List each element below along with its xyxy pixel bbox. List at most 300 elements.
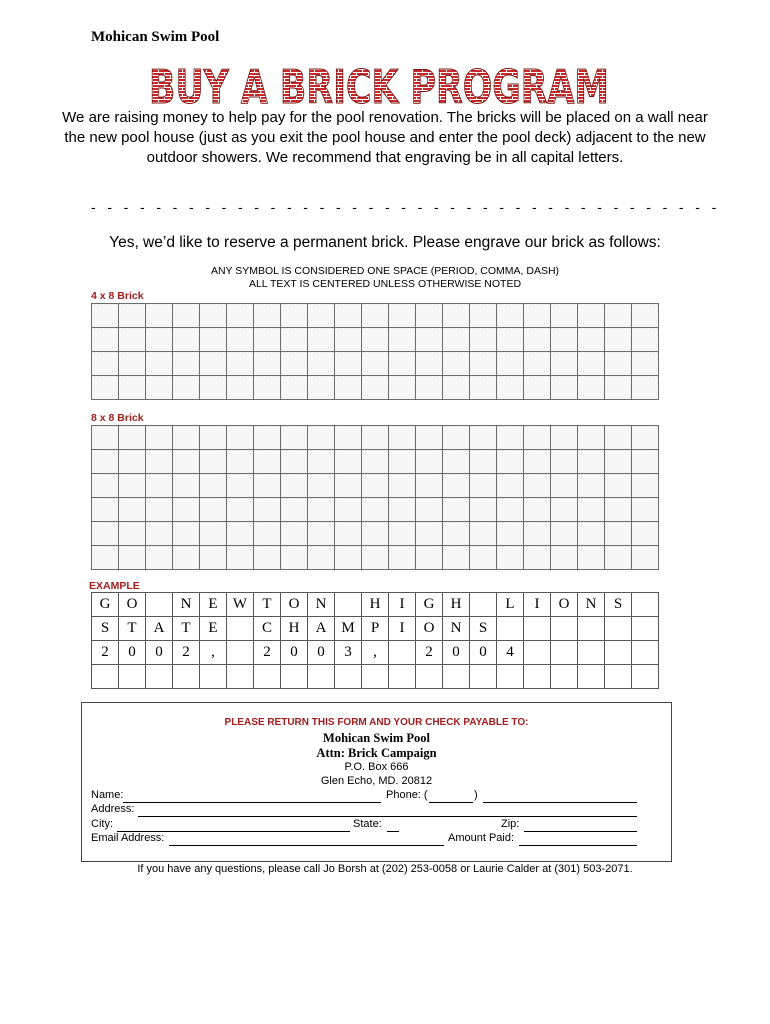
brick-8x8-cell[interactable] xyxy=(416,426,443,450)
brick-8x8-cell[interactable] xyxy=(470,546,497,570)
brick-4x8-cell[interactable] xyxy=(443,352,470,376)
brick-8x8-cell[interactable] xyxy=(92,426,119,450)
brick-4x8-cell[interactable] xyxy=(497,304,524,328)
brick-8x8-cell[interactable] xyxy=(119,522,146,546)
brick-8x8-cell[interactable] xyxy=(281,522,308,546)
brick-4x8-cell[interactable] xyxy=(632,352,659,376)
brick-8x8-cell[interactable] xyxy=(200,426,227,450)
brick-8x8-cell[interactable] xyxy=(173,450,200,474)
example-cell xyxy=(578,617,605,641)
brick-8x8-cell[interactable] xyxy=(524,498,551,522)
example-cell xyxy=(524,665,551,689)
brick-8x8-cell[interactable] xyxy=(416,546,443,570)
brick-8x8-cell[interactable] xyxy=(578,498,605,522)
brick-4x8-cell[interactable] xyxy=(227,328,254,352)
brick-8x8-cell[interactable] xyxy=(389,522,416,546)
example-cell xyxy=(362,665,389,689)
brick-8x8-cell[interactable] xyxy=(92,474,119,498)
brick-4x8-cell[interactable] xyxy=(632,328,659,352)
brick-8x8-cell[interactable] xyxy=(335,474,362,498)
brick-8x8-cell[interactable] xyxy=(227,546,254,570)
name-label: Name: xyxy=(91,789,124,801)
brick-8x8-cell[interactable] xyxy=(416,474,443,498)
brick-8x8-cell[interactable] xyxy=(146,450,173,474)
brick-4x8-cell[interactable] xyxy=(335,328,362,352)
example-cell: C xyxy=(254,617,281,641)
po-box: P.O. Box 666 xyxy=(344,761,409,773)
brick-4x8-cell[interactable] xyxy=(497,376,524,400)
brick-4x8-cell[interactable] xyxy=(389,352,416,376)
brick-8x8-cell[interactable] xyxy=(146,498,173,522)
brick-4x8-cell[interactable] xyxy=(524,376,551,400)
brick-4x8-cell[interactable] xyxy=(470,304,497,328)
brick-8x8-cell[interactable] xyxy=(281,450,308,474)
brick-4x8-cell[interactable] xyxy=(173,352,200,376)
brick-8x8-cell[interactable] xyxy=(362,546,389,570)
brick-8x8-cell[interactable] xyxy=(308,498,335,522)
brick-8x8-cell[interactable] xyxy=(632,474,659,498)
brick-8x8-cell[interactable] xyxy=(227,474,254,498)
brick-8x8-cell[interactable] xyxy=(416,522,443,546)
brick-8x8-cell[interactable] xyxy=(146,546,173,570)
brick-8x8-cell[interactable] xyxy=(470,522,497,546)
example-row xyxy=(92,665,659,689)
brick-8x8-cell[interactable] xyxy=(227,522,254,546)
brick-8x8-cell[interactable] xyxy=(119,426,146,450)
brick-4x8-label: 4 x 8 Brick xyxy=(91,290,144,302)
brick-4x8-cell[interactable] xyxy=(389,328,416,352)
example-cell: O xyxy=(119,593,146,617)
brick-4x8-cell[interactable] xyxy=(146,376,173,400)
brick-4x8-cell[interactable] xyxy=(254,376,281,400)
example-cell: 2 xyxy=(416,641,443,665)
brick-8x8-cell[interactable] xyxy=(227,450,254,474)
brick-4x8-cell[interactable] xyxy=(578,328,605,352)
brick-8x8-cell[interactable] xyxy=(254,498,281,522)
brick-8x8-cell[interactable] xyxy=(335,450,362,474)
brick-4x8-cell[interactable] xyxy=(524,352,551,376)
brick-4x8-cell[interactable] xyxy=(632,376,659,400)
example-cell: N xyxy=(173,593,200,617)
brick-4x8-cell[interactable] xyxy=(389,304,416,328)
example-cell xyxy=(200,665,227,689)
brick-8x8-cell[interactable] xyxy=(497,474,524,498)
example-cell: N xyxy=(578,593,605,617)
brick-8x8-cell[interactable] xyxy=(497,426,524,450)
brick-8x8-cell[interactable] xyxy=(200,450,227,474)
brick-8x8-row xyxy=(92,474,659,498)
brick-8x8-cell[interactable] xyxy=(146,522,173,546)
brick-8x8-cell[interactable] xyxy=(281,426,308,450)
brick-8x8-cell[interactable] xyxy=(605,498,632,522)
brick-4x8-cell[interactable] xyxy=(335,376,362,400)
brick-4x8-cell[interactable] xyxy=(632,304,659,328)
brick-4x8-cell[interactable] xyxy=(254,304,281,328)
brick-8x8-cell[interactable] xyxy=(308,474,335,498)
brick-4x8-cell[interactable] xyxy=(551,328,578,352)
brick-8x8-cell[interactable] xyxy=(119,498,146,522)
brick-4x8-cell[interactable] xyxy=(443,376,470,400)
brick-4x8-cell[interactable] xyxy=(119,304,146,328)
example-cell xyxy=(605,665,632,689)
brick-4x8-cell[interactable] xyxy=(308,328,335,352)
brick-4x8-cell[interactable] xyxy=(200,328,227,352)
example-cell xyxy=(605,617,632,641)
example-cell: I xyxy=(389,617,416,641)
brick-4x8-cell[interactable] xyxy=(92,352,119,376)
brick-8x8-cell[interactable] xyxy=(470,426,497,450)
brick-8x8-cell[interactable] xyxy=(254,426,281,450)
brick-4x8-cell[interactable] xyxy=(281,304,308,328)
example-cell: , xyxy=(200,641,227,665)
brick-4x8-cell[interactable] xyxy=(119,328,146,352)
brick-8x8-cell[interactable] xyxy=(524,522,551,546)
brick-8x8-cell[interactable] xyxy=(470,498,497,522)
brick-4x8-cell[interactable] xyxy=(470,328,497,352)
brick-4x8-cell[interactable] xyxy=(146,352,173,376)
brick-8x8-cell[interactable] xyxy=(416,498,443,522)
brick-4x8-cell[interactable] xyxy=(497,328,524,352)
brick-8x8-cell[interactable] xyxy=(146,426,173,450)
brick-8x8-cell[interactable] xyxy=(605,474,632,498)
example-cell xyxy=(335,665,362,689)
example-cell: , xyxy=(362,641,389,665)
brick-8x8-cell[interactable] xyxy=(308,522,335,546)
brick-8x8-cell[interactable] xyxy=(362,450,389,474)
example-cell xyxy=(281,665,308,689)
brick-4x8-cell[interactable] xyxy=(470,376,497,400)
example-cell xyxy=(119,665,146,689)
brick-4x8-cell[interactable] xyxy=(281,352,308,376)
brick-4x8-cell[interactable] xyxy=(416,328,443,352)
example-label: EXAMPLE xyxy=(89,580,140,592)
example-cell: T xyxy=(254,593,281,617)
example-cell: I xyxy=(524,593,551,617)
brick-8x8-cell[interactable] xyxy=(119,450,146,474)
example-row xyxy=(92,593,659,617)
name-field[interactable] xyxy=(123,802,381,803)
example-cell: E xyxy=(200,617,227,641)
brick-8x8-cell[interactable] xyxy=(551,426,578,450)
example-cell xyxy=(470,593,497,617)
example-cell xyxy=(443,665,470,689)
brick-8x8-cell[interactable] xyxy=(173,546,200,570)
brick-8x8-cell[interactable] xyxy=(443,426,470,450)
brick-8x8-cell[interactable] xyxy=(119,474,146,498)
brick-8x8-cell[interactable] xyxy=(389,426,416,450)
brick-4x8-cell[interactable] xyxy=(605,328,632,352)
brick-8x8-cell[interactable] xyxy=(524,546,551,570)
address-field[interactable] xyxy=(138,816,637,817)
brick-8x8-cell[interactable] xyxy=(497,546,524,570)
brick-8x8-cell[interactable] xyxy=(470,474,497,498)
brick-8x8-cell[interactable] xyxy=(551,450,578,474)
example-cell: 2 xyxy=(254,641,281,665)
brick-8x8-cell[interactable] xyxy=(578,450,605,474)
brick-4x8-cell[interactable] xyxy=(146,328,173,352)
brick-8x8-cell[interactable] xyxy=(551,498,578,522)
brick-8x8-cell[interactable] xyxy=(551,546,578,570)
example-cell: G xyxy=(92,593,119,617)
brick-8x8-cell[interactable] xyxy=(200,474,227,498)
brick-8x8-cell[interactable] xyxy=(308,450,335,474)
brick-8x8-cell[interactable] xyxy=(416,450,443,474)
example-cell: 0 xyxy=(308,641,335,665)
example-cell xyxy=(632,641,659,665)
brick-4x8-cell[interactable] xyxy=(335,352,362,376)
example-grid xyxy=(91,592,659,689)
amount-label: Amount Paid: xyxy=(448,832,515,844)
brick-8x8-cell[interactable] xyxy=(173,522,200,546)
brick-8x8-cell[interactable] xyxy=(632,498,659,522)
brick-4x8-cell[interactable] xyxy=(578,304,605,328)
brick-4x8-cell[interactable] xyxy=(92,376,119,400)
brick-4x8-cell[interactable] xyxy=(362,304,389,328)
example-cell: 0 xyxy=(119,641,146,665)
example-cell: M xyxy=(335,617,362,641)
example-cell: A xyxy=(308,617,335,641)
brick-8x8-cell[interactable] xyxy=(605,522,632,546)
example-cell: 0 xyxy=(443,641,470,665)
example-cell: A xyxy=(146,617,173,641)
brick-8x8-cell[interactable] xyxy=(254,546,281,570)
brick-8x8-cell[interactable] xyxy=(173,426,200,450)
brick-8x8-cell[interactable] xyxy=(578,546,605,570)
zip-field[interactable] xyxy=(524,831,637,832)
brick-8x8-cell[interactable] xyxy=(308,426,335,450)
brick-8x8-cell[interactable] xyxy=(146,474,173,498)
brick-4x8-cell[interactable] xyxy=(578,376,605,400)
example-cell xyxy=(416,665,443,689)
state-label: State: xyxy=(353,818,382,830)
brick-4x8-cell[interactable] xyxy=(362,376,389,400)
brick-8x8-cell[interactable] xyxy=(578,474,605,498)
brick-4x8-cell[interactable] xyxy=(551,376,578,400)
example-cell: 0 xyxy=(470,641,497,665)
example-cell: W xyxy=(227,593,254,617)
brick-8x8-cell[interactable] xyxy=(470,450,497,474)
spacing-rule: ANY SYMBOL IS CONSIDERED ONE SPACE (PERIOD, COMMA, DASH) xyxy=(210,265,560,277)
brick-8x8-cell[interactable] xyxy=(281,474,308,498)
example-cell xyxy=(578,641,605,665)
example-cell xyxy=(146,665,173,689)
brick-8x8-cell[interactable] xyxy=(308,546,335,570)
brick-8x8-cell[interactable] xyxy=(362,426,389,450)
brick-8x8-cell[interactable] xyxy=(389,450,416,474)
brick-8x8-cell[interactable] xyxy=(524,426,551,450)
brick-4x8-cell[interactable] xyxy=(92,304,119,328)
return-title: PLEASE RETURN THIS FORM AND YOUR CHECK PAYABLE TO: xyxy=(224,717,529,728)
brick-4x8-cell[interactable] xyxy=(227,304,254,328)
brick-4x8-cell[interactable] xyxy=(524,328,551,352)
brick-8x8-cell[interactable] xyxy=(578,522,605,546)
example-cell: H xyxy=(281,617,308,641)
brick-4x8-cell[interactable] xyxy=(119,376,146,400)
brick-8x8-cell[interactable] xyxy=(578,426,605,450)
brick-8x8-cell[interactable] xyxy=(632,426,659,450)
brick-4x8-cell[interactable] xyxy=(443,304,470,328)
brick-8x8-cell[interactable] xyxy=(119,546,146,570)
brick-8x8-cell[interactable] xyxy=(443,474,470,498)
brick-4x8-cell[interactable] xyxy=(200,304,227,328)
brick-4x8-cell[interactable] xyxy=(308,304,335,328)
brick-8x8-cell[interactable] xyxy=(389,498,416,522)
brick-8x8-cell[interactable] xyxy=(632,522,659,546)
brick-4x8-cell[interactable] xyxy=(362,328,389,352)
brick-8x8-cell[interactable] xyxy=(335,426,362,450)
brick-8x8-row xyxy=(92,546,659,570)
brick-8x8-cell[interactable] xyxy=(605,450,632,474)
contact-footer: If you have any questions, please call Jo Borsh at (202) 253-0058 or Laurie Calder at (301) 503-2071. xyxy=(137,863,633,875)
brick-8x8-cell[interactable] xyxy=(524,474,551,498)
payee-name: Mohican Swim Pool xyxy=(323,731,430,745)
example-cell xyxy=(578,665,605,689)
brick-8x8-cell[interactable] xyxy=(227,498,254,522)
brick-8x8-cell[interactable] xyxy=(173,498,200,522)
brick-8x8-cell[interactable] xyxy=(254,450,281,474)
brick-8x8-cell[interactable] xyxy=(362,474,389,498)
example-cell xyxy=(173,665,200,689)
phone-area-code-field[interactable] xyxy=(429,802,473,803)
example-cell xyxy=(227,641,254,665)
state-field[interactable] xyxy=(387,831,399,832)
brick-8x8-cell[interactable] xyxy=(632,450,659,474)
brick-8x8-cell[interactable] xyxy=(443,546,470,570)
brick-8x8-cell[interactable] xyxy=(632,546,659,570)
brick-8x8-cell[interactable] xyxy=(443,522,470,546)
example-cell: S xyxy=(470,617,497,641)
brick-4x8-cell[interactable] xyxy=(200,376,227,400)
brick-8x8-cell[interactable] xyxy=(254,474,281,498)
brick-4x8-cell[interactable] xyxy=(173,328,200,352)
brick-4x8-cell[interactable] xyxy=(119,352,146,376)
example-cell: O xyxy=(281,593,308,617)
example-cell xyxy=(389,665,416,689)
example-cell xyxy=(524,641,551,665)
brick-8x8-cell[interactable] xyxy=(362,522,389,546)
phone-number-field[interactable] xyxy=(483,802,637,803)
brick-8x8-cell[interactable] xyxy=(200,546,227,570)
brick-8x8-cell[interactable] xyxy=(389,474,416,498)
brick-8x8-cell[interactable] xyxy=(92,450,119,474)
example-cell: 0 xyxy=(281,641,308,665)
brick-4x8-cell[interactable] xyxy=(254,352,281,376)
brick-8x8-row xyxy=(92,522,659,546)
brick-8x8-cell[interactable] xyxy=(335,522,362,546)
brick-4x8-cell[interactable] xyxy=(551,352,578,376)
example-cell xyxy=(146,593,173,617)
example-cell xyxy=(254,665,281,689)
brick-4x8-cell[interactable] xyxy=(254,328,281,352)
brick-4x8-cell[interactable] xyxy=(578,352,605,376)
brick-8x8-cell[interactable] xyxy=(335,546,362,570)
brick-8x8-cell[interactable] xyxy=(362,498,389,522)
brick-4x8-cell[interactable] xyxy=(227,376,254,400)
example-cell xyxy=(551,665,578,689)
brick-8x8-cell[interactable] xyxy=(497,498,524,522)
brick-8x8-cell[interactable] xyxy=(173,474,200,498)
brick-8x8-row xyxy=(92,498,659,522)
brick-8x8-cell[interactable] xyxy=(227,426,254,450)
example-cell: I xyxy=(389,593,416,617)
brick-8x8-cell[interactable] xyxy=(281,546,308,570)
example-cell xyxy=(605,641,632,665)
brick-4x8-cell[interactable] xyxy=(335,304,362,328)
example-cell: S xyxy=(92,617,119,641)
brick-8x8-cell[interactable] xyxy=(497,522,524,546)
example-cell xyxy=(470,665,497,689)
brick-8x8-cell[interactable] xyxy=(92,546,119,570)
brick-4x8-cell[interactable] xyxy=(281,376,308,400)
brick-8x8-cell[interactable] xyxy=(389,546,416,570)
brick-8x8-cell[interactable] xyxy=(200,522,227,546)
example-cell: O xyxy=(551,593,578,617)
brick-4x8-row xyxy=(92,352,659,376)
brick-8x8-cell[interactable] xyxy=(254,522,281,546)
attn-line: Attn: Brick Campaign xyxy=(316,746,437,760)
brick-8x8-cell[interactable] xyxy=(443,450,470,474)
brick-4x8-cell[interactable] xyxy=(308,352,335,376)
brick-4x8-cell[interactable] xyxy=(605,376,632,400)
brick-8x8-cell[interactable] xyxy=(92,498,119,522)
brick-4x8-cell[interactable] xyxy=(173,304,200,328)
brick-8x8-cell[interactable] xyxy=(551,522,578,546)
example-cell: 2 xyxy=(92,641,119,665)
brick-4x8-cell[interactable] xyxy=(470,352,497,376)
brick-8x8-cell[interactable] xyxy=(497,450,524,474)
brick-8x8-cell[interactable] xyxy=(551,474,578,498)
example-cell: O xyxy=(416,617,443,641)
brick-4x8-cell[interactable] xyxy=(362,352,389,376)
brick-4x8-cell[interactable] xyxy=(416,352,443,376)
brick-4x8-cell[interactable] xyxy=(200,352,227,376)
brick-4x8-cell[interactable] xyxy=(524,304,551,328)
brick-4x8-cell[interactable] xyxy=(416,304,443,328)
brick-8x8-cell[interactable] xyxy=(281,498,308,522)
brick-8x8-cell[interactable] xyxy=(524,450,551,474)
brick-4x8-cell[interactable] xyxy=(92,328,119,352)
brick-8x8-cell[interactable] xyxy=(200,498,227,522)
brick-4x8-row xyxy=(92,304,659,328)
amount-field[interactable] xyxy=(519,845,637,846)
brick-4x8-cell[interactable] xyxy=(605,304,632,328)
reserve-statement: Yes, we’d like to reserve a permanent brick. Please engrave our brick as follows: xyxy=(109,234,661,251)
phone-paren: ) xyxy=(474,789,478,801)
example-cell xyxy=(497,617,524,641)
brick-8x8-cell[interactable] xyxy=(443,498,470,522)
example-cell xyxy=(632,593,659,617)
brick-4x8-cell[interactable] xyxy=(389,376,416,400)
brick-8x8-cell[interactable] xyxy=(605,546,632,570)
brick-8x8-cell[interactable] xyxy=(335,498,362,522)
brick-4x8-cell[interactable] xyxy=(605,352,632,376)
brick-4x8-cell[interactable] xyxy=(497,352,524,376)
brick-4x8-cell[interactable] xyxy=(416,376,443,400)
brick-4x8-cell[interactable] xyxy=(146,304,173,328)
brick-8x8-cell[interactable] xyxy=(605,426,632,450)
brick-4x8-cell[interactable] xyxy=(443,328,470,352)
brick-4x8-cell[interactable] xyxy=(227,352,254,376)
brick-4x8-cell[interactable] xyxy=(308,376,335,400)
example-cell: G xyxy=(416,593,443,617)
email-field[interactable] xyxy=(169,845,444,846)
brick-8x8-cell[interactable] xyxy=(92,522,119,546)
example-cell xyxy=(92,665,119,689)
brick-4x8-cell[interactable] xyxy=(551,304,578,328)
brick-4x8-cell[interactable] xyxy=(281,328,308,352)
example-row xyxy=(92,617,659,641)
brick-4x8-cell[interactable] xyxy=(173,376,200,400)
